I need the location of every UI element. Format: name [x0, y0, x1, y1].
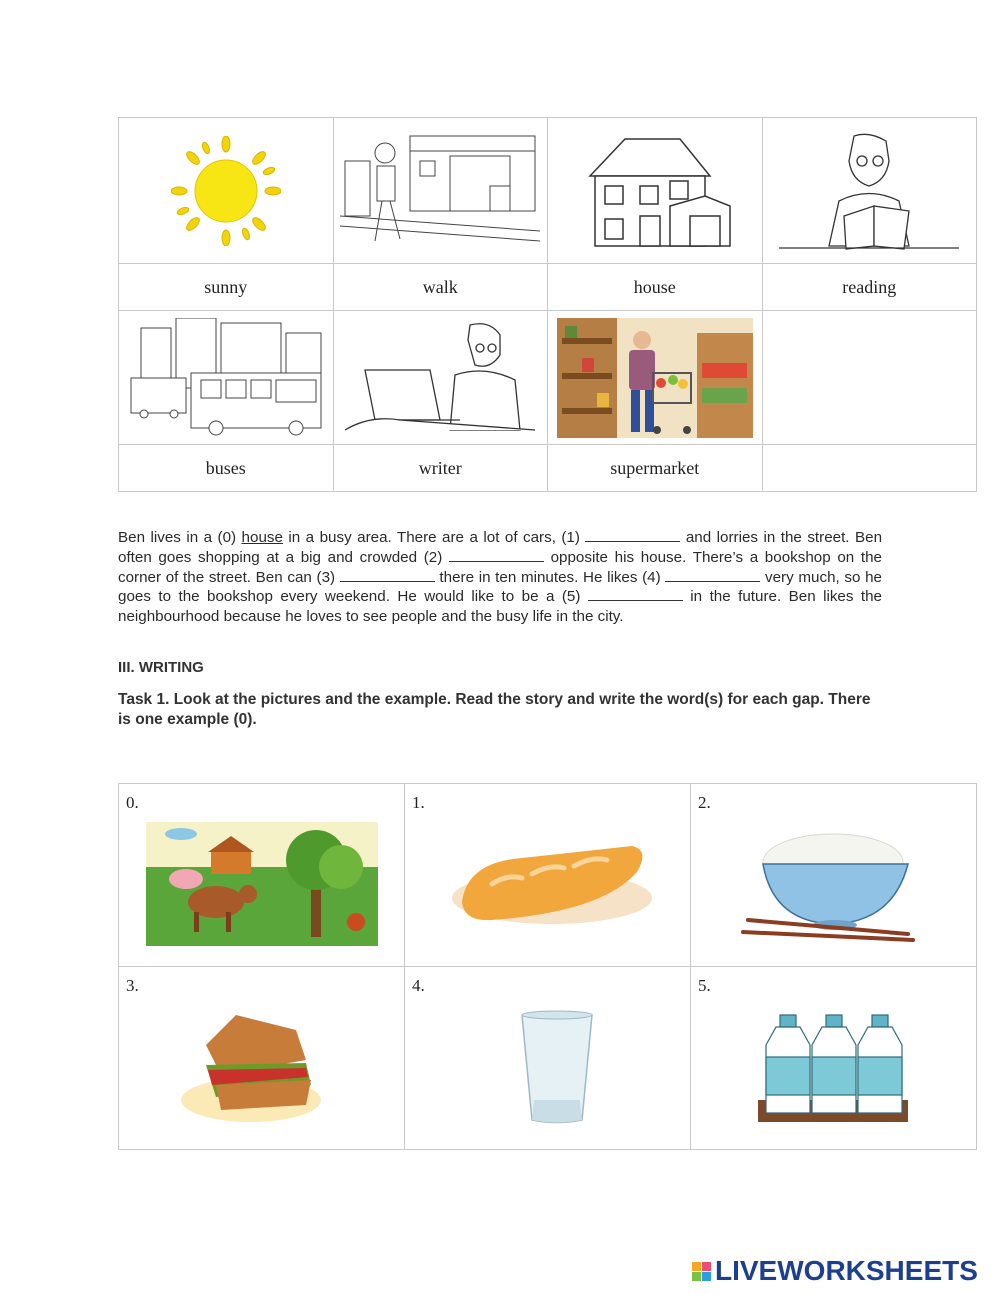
sunny-picture-cell	[119, 118, 334, 264]
walk-picture-cell	[333, 118, 548, 264]
buses-picture-cell	[119, 311, 334, 445]
milk-bottles-icon	[718, 1005, 950, 1129]
task-heading: Task 1. Look at the pictures and the example. Read the story and write the word(s) for each gap. There is one example (0).	[118, 691, 871, 728]
word-walk: walk	[333, 264, 548, 311]
house-icon	[570, 131, 740, 251]
word-empty	[762, 445, 977, 492]
picture-cell-1	[405, 784, 691, 967]
reading-picture-cell	[762, 118, 977, 264]
picture-cell-2	[691, 784, 977, 967]
word-house: house	[548, 264, 763, 311]
story-text: Ben lives in a (0)	[118, 529, 242, 546]
bread-icon	[432, 822, 664, 946]
gap-4-input[interactable]	[665, 568, 760, 582]
writer-laptop-icon	[340, 320, 540, 435]
reading-boy-icon	[774, 131, 964, 251]
story-text: very much, so he goes to the bookshop every weekend. He would like to be a (5)	[118, 568, 882, 606]
gap-5-input[interactable]	[588, 587, 683, 601]
item-number: 5.	[698, 976, 711, 995]
glass-icon	[432, 1005, 664, 1129]
picture-cell-0	[119, 784, 405, 967]
story-paragraph	[118, 528, 882, 627]
buses-icon	[126, 318, 326, 438]
farm-icon	[146, 822, 378, 946]
item-number: 0.	[126, 793, 139, 812]
item-number: 4.	[412, 976, 425, 995]
supermarket-shopper-icon	[557, 318, 753, 438]
story-text: there in ten minutes. He likes (4)	[434, 568, 666, 586]
rice-bowl-icon	[718, 822, 950, 946]
word-buses: buses	[119, 445, 334, 492]
item-number: 2.	[698, 793, 711, 812]
logo-blocks-icon	[692, 1262, 711, 1281]
sun-icon	[171, 136, 281, 246]
word-supermarket: supermarket	[548, 445, 763, 492]
section-heading: III. WRITING	[118, 659, 204, 676]
item-number: 3.	[126, 976, 139, 995]
story-text: in the future. Ben likes the neighbourhood because he loves to see people and the busy life in the city.	[118, 588, 883, 626]
writer-picture-cell	[333, 311, 548, 445]
item-number: 1.	[412, 793, 425, 812]
gap-3-input[interactable]	[340, 568, 435, 582]
story-text: and lorries in the street. Ben often goes shopping at a big and crowded (2)	[118, 529, 883, 566]
vocabulary-table	[118, 117, 977, 492]
supermarket-picture-cell	[548, 311, 763, 445]
picture-cell-5	[691, 967, 977, 1150]
empty-picture-cell	[762, 311, 977, 445]
word-reading: reading	[762, 264, 977, 311]
story-text: opposite his house. There’s a bookshop on the corner of the street. Ben can (3)	[118, 548, 882, 586]
gap-2-input[interactable]	[449, 548, 544, 562]
sandwich-icon	[146, 1005, 378, 1129]
word-writer: writer	[333, 445, 548, 492]
example-answer: house	[241, 529, 283, 546]
picture-cell-3	[119, 967, 405, 1150]
liveworksheets-logo	[692, 1255, 978, 1287]
picture-cell-4	[405, 967, 691, 1150]
logo-text: LIVEWORKSHEETS	[715, 1255, 978, 1286]
gap-1-input[interactable]	[585, 528, 680, 542]
food-picture-table	[118, 783, 977, 1150]
house-picture-cell	[548, 118, 763, 264]
story-text: in a busy area. There are a lot of cars, (1)	[282, 529, 586, 546]
walking-boy-icon	[340, 131, 540, 251]
word-sunny: sunny	[119, 264, 334, 311]
